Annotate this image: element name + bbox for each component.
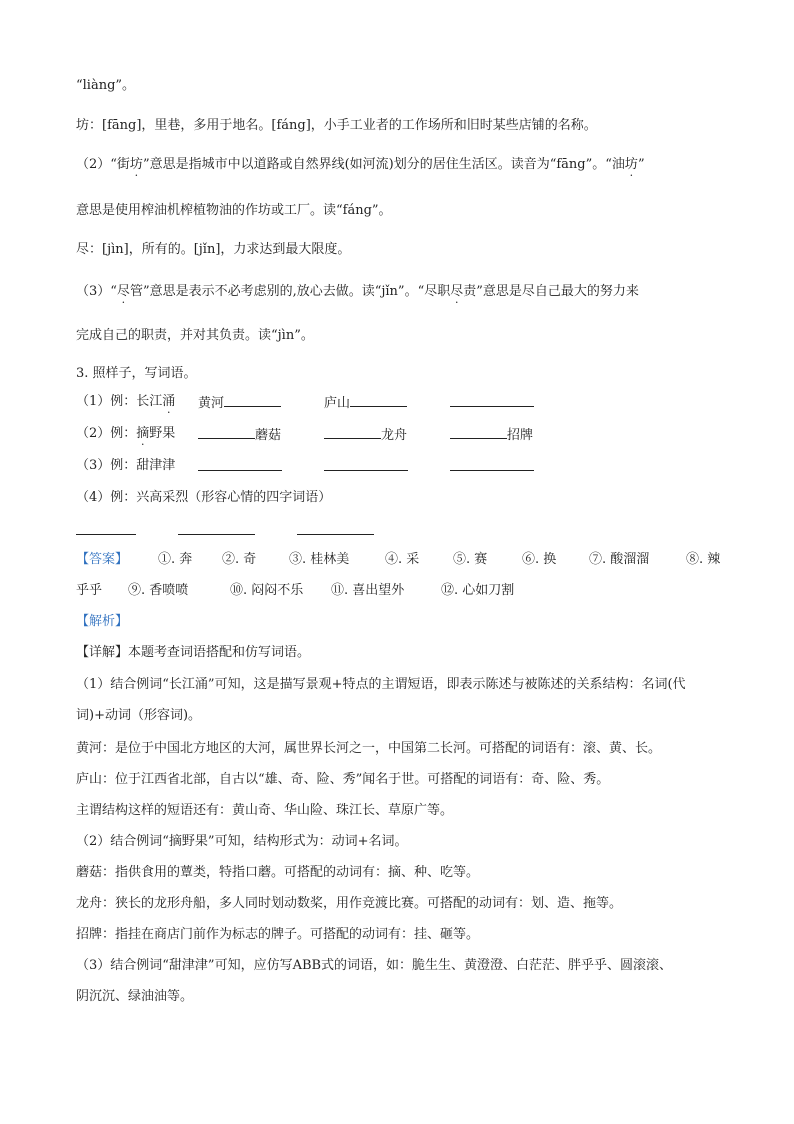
- exercise-row-3: （3）例：甜津津: [76, 458, 176, 473]
- exercise-row-1: （1）例：长江涌: [76, 394, 176, 409]
- answer-item: ⑥. 换: [522, 552, 557, 567]
- exercise-cell: [198, 458, 282, 476]
- exercise-cell: 龙舟: [324, 426, 407, 444]
- exercise-cell: 黄河: [198, 394, 281, 412]
- question-title: 3. 照样子，写词语。: [76, 366, 197, 381]
- text-line: （3）结合例词“甜津津”可知，应仿写ABB式的词语，如：脆生生、黄澄澄、白茫茫、胖乎乎、圆滚滚、: [76, 958, 673, 973]
- exercise-cell: [450, 458, 534, 476]
- exercise-cell: 招牌: [450, 426, 533, 444]
- answer-blank[interactable]: [450, 458, 534, 471]
- answer-blank[interactable]: [178, 522, 255, 535]
- text-line: 坊：[fāng]，里巷，多用于地名。[fáng]，小手工业者的工作场所和旧时某些店铺的名称。: [76, 118, 597, 133]
- answer-blank[interactable]: [224, 394, 281, 407]
- text-line: 主谓结构这样的短语还有：黄山奇、华山险、珠江长、草原广等。: [76, 803, 454, 818]
- answer-item: 乎乎: [76, 583, 103, 598]
- text-line: （3）“尽管”意思是表示不必考虑别的,放心去做。读“jǐn”。“尽职尽责”意思是尽自己最大的努力来: [76, 284, 639, 299]
- exercise-cell: [324, 458, 408, 476]
- answer-blank[interactable]: [76, 522, 136, 535]
- text-line: 黄河：是位于中国北方地区的大河，属世界长河之一，中国第二长河。可搭配的词语有：滚、黄、长。: [76, 741, 662, 756]
- answer-blank[interactable]: [198, 426, 255, 439]
- exercise-cell: 庐山: [324, 394, 407, 412]
- text-line: 【详解】本题考查词语搭配和仿写词语。: [76, 645, 311, 660]
- answer-blank[interactable]: [350, 394, 407, 407]
- exercise-cell: 蘑菇: [198, 426, 281, 444]
- answer-item: ③. 桂林美: [289, 552, 350, 567]
- answer-blank[interactable]: [297, 522, 374, 535]
- text-line: 完成自己的职责，并对其负责。读“jìn”。: [76, 328, 314, 343]
- text-line: 招牌：指挂在商店门前作为标志的牌子。可搭配的动词有：挂、砸等。: [76, 927, 480, 942]
- text-line: 意思是使用榨油机榨植物油的作坊或工厂。读“fáng”。: [76, 203, 392, 218]
- text-line: 庐山：位于江西省北部，自古以“雄、奇、险、秀”闻名于世。可搭配的词语有：奇、险、秀。: [76, 772, 610, 787]
- text-line: 词)+动词（形容词)。: [76, 708, 202, 723]
- answer-blank[interactable]: [198, 458, 282, 471]
- text-line: （1）结合例词“长江涌”可知，这是描写景观+特点的主谓短语，即表示陈述与被陈述的关系结构：名词(代: [76, 677, 686, 692]
- text-line: 尽：[jìn]，所有的。[jǐn]，力求达到最大限度。: [76, 242, 351, 257]
- answer-blank[interactable]: [450, 426, 507, 439]
- answer-blank[interactable]: [324, 426, 381, 439]
- exercise-cell: [76, 522, 136, 540]
- exercise-cell: [450, 394, 534, 412]
- answer-item: ④. 采: [385, 552, 420, 567]
- text-line: （2）结合例词“摘野果”可知，结构形式为：动词+名词。: [76, 834, 408, 849]
- answer-blank[interactable]: [324, 458, 408, 471]
- answer-item: ⑪. 喜出望外: [331, 583, 405, 598]
- text-line: “liàng”。: [76, 78, 136, 93]
- text-line: 阴沉沉、绿油油等。: [76, 989, 194, 1004]
- answer-blank[interactable]: [450, 394, 534, 407]
- text-line: （2）“街坊”意思是指城市中以道路或自然界线(如河流)划分的居住生活区。读音为“fāng”。“油坊”: [76, 157, 645, 172]
- exercise-row-2: （2）例：摘野果: [76, 426, 176, 441]
- answer-item: ①. 奔: [158, 552, 193, 567]
- exercise-cell: [178, 522, 255, 540]
- answer-tag: 【答案】: [76, 552, 129, 567]
- text-line: 蘑菇：指供食用的蕈类，特指口蘑。可搭配的动词有：摘、种、吃等。: [76, 865, 480, 880]
- answer-item: ⑤. 赛: [453, 552, 488, 567]
- answer-item: ②. 奇: [222, 552, 257, 567]
- answer-item: ⑨. 香喷喷: [128, 583, 189, 598]
- answer-item: ⑩. 闷闷不乐: [230, 583, 304, 598]
- answer-item: ⑦. 酸溜溜: [589, 552, 650, 567]
- analysis-tag: 【解析】: [76, 614, 129, 629]
- exercise-cell: [297, 522, 374, 540]
- exercise-row-4: （4）例：兴高采烈（形容心情的四字词语）: [76, 490, 332, 505]
- answer-item: ⑧. 辣: [686, 552, 721, 567]
- text-line: 龙舟：狭长的龙形舟船，多人同时划动数桨，用作竞渡比赛。可搭配的动词有：划、造、拖等。: [76, 896, 623, 911]
- answer-item: ⑫. 心如刀割: [441, 583, 515, 598]
